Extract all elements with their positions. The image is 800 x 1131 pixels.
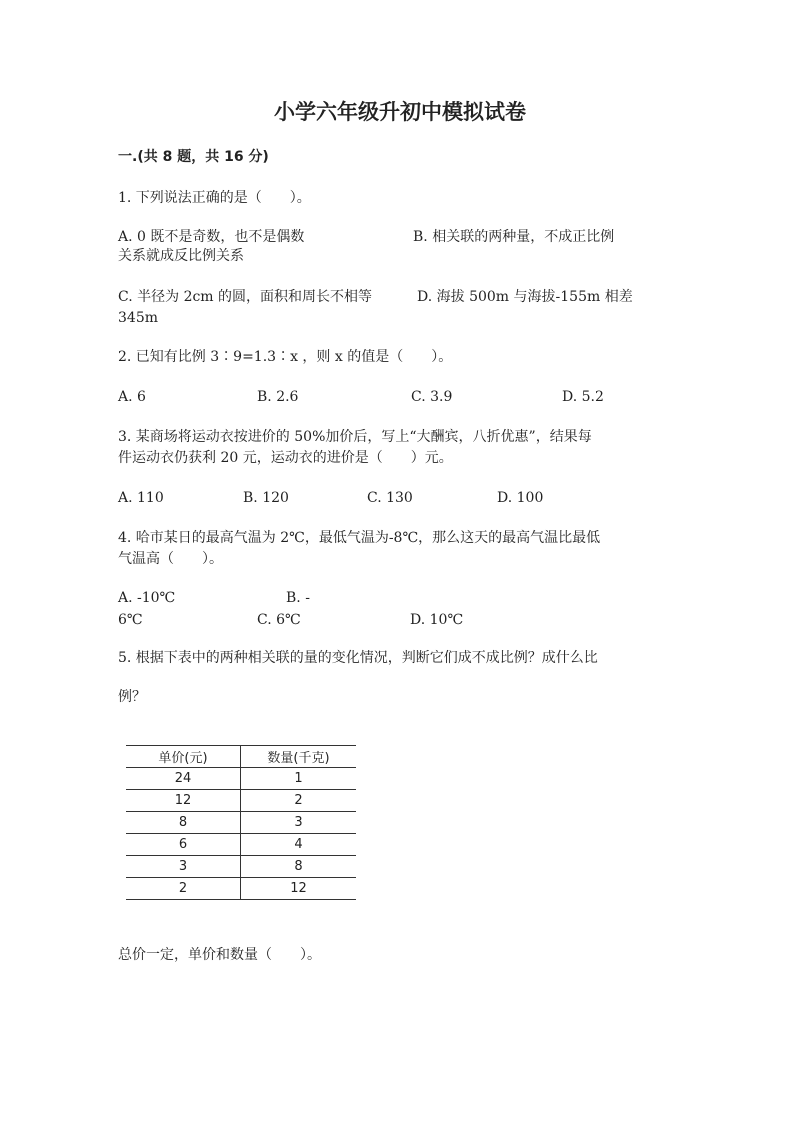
q1-option-d: D. 海拔 500m 与海拔-155m 相差 <box>417 289 633 305</box>
q2-option-a: A. 6 <box>118 389 146 405</box>
cell: 2 <box>126 878 241 900</box>
q4-option-d: D. 10℃ <box>410 612 464 628</box>
cell: 24 <box>126 768 241 790</box>
q4-stem: 4. 哈市某日的最高气温为 2℃，最低气温为-8℃，那么这天的最高气温比最低 <box>118 530 601 546</box>
q3-stem-cont: 件运动衣仍获利 20 元，运动衣的进价是（ ）元。 <box>118 450 453 466</box>
q1-stem: 1. 下列说法正确的是（ ）。 <box>118 190 311 206</box>
q3-stem: 3. 某商场将运动衣按进价的 50%加价后，写上“大酬宾，八折优惠”，结果每 <box>118 429 592 445</box>
q3-option-a: A. 110 <box>118 490 164 506</box>
q2-option-b: B. 2.6 <box>257 389 299 405</box>
cell: 6 <box>126 834 241 856</box>
table-row <box>126 834 356 856</box>
header-cell: 数量(千克) <box>241 746 357 768</box>
cell: 12 <box>126 790 241 812</box>
q2-option-d: D. 5.2 <box>562 389 604 405</box>
q1-option-c: C. 半径为 2cm 的圆，面积和周长不相等 <box>118 289 373 305</box>
q1-option-b: B. 相关联的两种量，不成正比例 <box>413 229 615 245</box>
price-quantity-table <box>126 745 356 900</box>
q2-stem: 2. 已知有比例 3∶9=1.3∶x ，则 x 的值是（ ）。 <box>118 349 453 365</box>
table-row <box>126 856 356 878</box>
cell: 4 <box>241 834 357 856</box>
q5-answer-line: 总价一定，单价和数量（ ）。 <box>118 947 321 963</box>
q1-option-d-cont: 345m <box>118 310 158 326</box>
table-row <box>126 768 356 790</box>
q4-option-b: B. - <box>286 590 310 606</box>
q4-option-a: A. -10℃ <box>118 590 176 606</box>
q5-stem: 5. 根据下表中的两种相关联的量的变化情况，判断它们成不成比例？成什么比 <box>118 650 598 666</box>
q3-option-b: B. 120 <box>243 490 289 506</box>
q4-option-c: C. 6℃ <box>257 612 301 628</box>
q4-stem-cont: 气温高（ ）。 <box>118 551 223 567</box>
q2-option-c: C. 3.9 <box>411 389 453 405</box>
cell: 12 <box>241 878 357 900</box>
q3-option-c: C. 130 <box>367 490 413 506</box>
q3-option-d: D. 100 <box>497 490 544 506</box>
cell: 3 <box>241 812 357 834</box>
q4-option-b-cont: 6℃ <box>118 612 143 628</box>
page-title: 小学六年级升初中模拟试卷 <box>274 100 526 124</box>
q5-stem-cont: 例？ <box>118 689 146 705</box>
cell: 2 <box>241 790 357 812</box>
table-row <box>126 878 356 900</box>
cell: 8 <box>241 856 357 878</box>
q1-option-b-cont: 关系就成反比例关系 <box>118 248 244 264</box>
table-row <box>126 790 356 812</box>
table-header-row <box>126 746 356 768</box>
cell: 1 <box>241 768 357 790</box>
cell: 3 <box>126 856 241 878</box>
cell: 8 <box>126 812 241 834</box>
header-cell: 单价(元) <box>126 746 241 768</box>
q1-option-a: A. 0 既不是奇数，也不是偶数 <box>118 229 305 245</box>
section-heading: 一.(共 8 题，共 16 分) <box>118 149 269 165</box>
table-row <box>126 812 356 834</box>
